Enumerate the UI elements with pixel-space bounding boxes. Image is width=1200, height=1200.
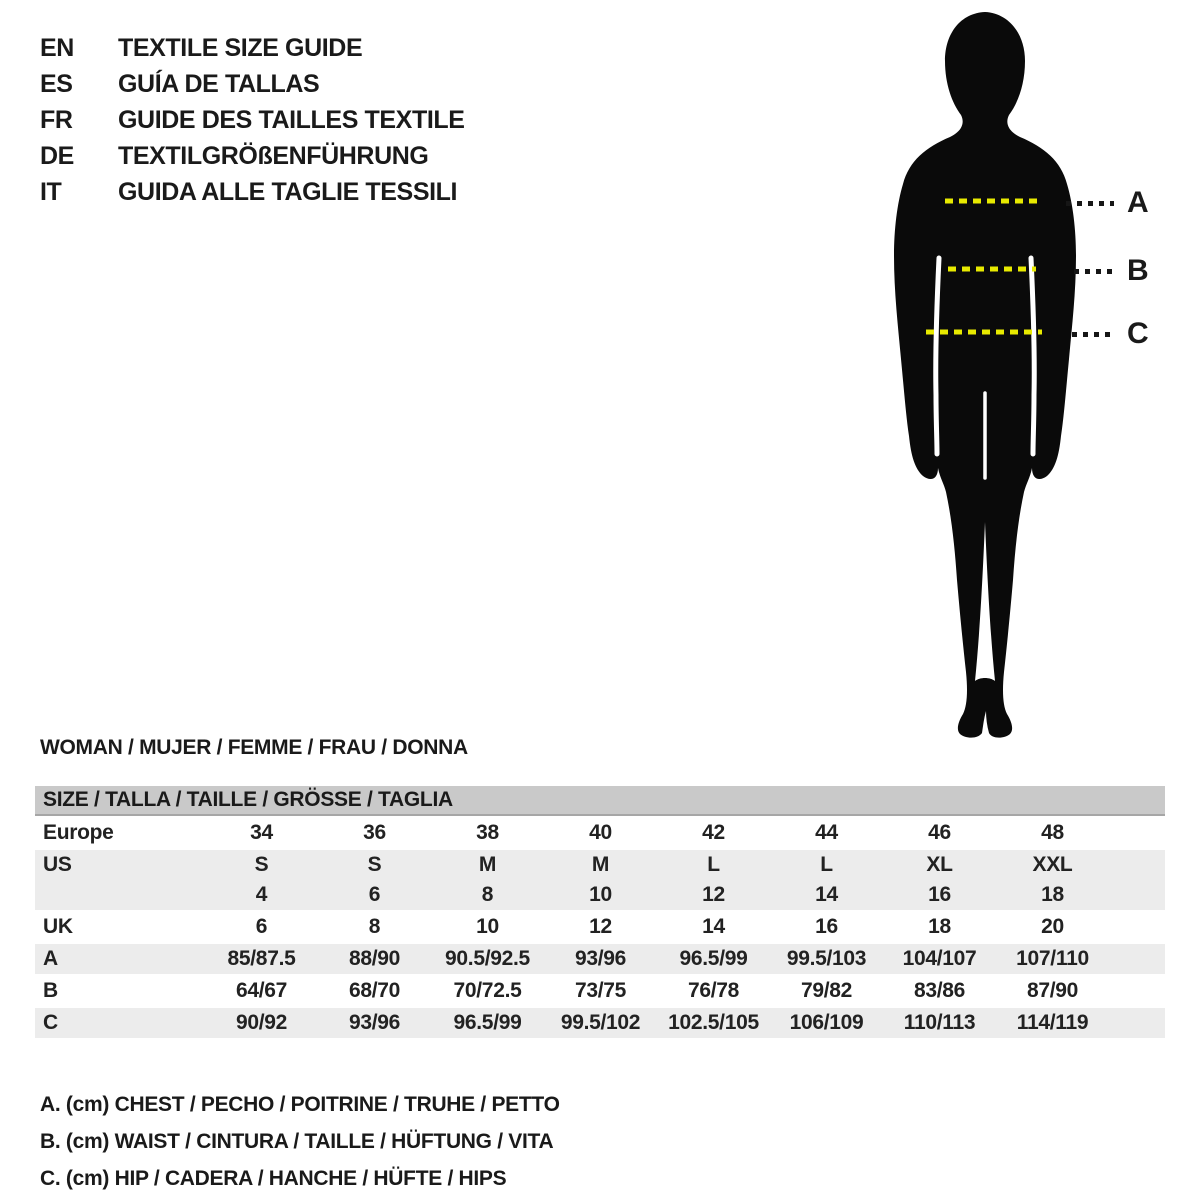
dotted-leader-line: [1066, 201, 1114, 206]
legend-hip: C. (cm) HIP / CADERA / HANCHE / HÜFTE / HIPS: [40, 1167, 507, 1190]
cell: 96.5/99: [453, 1011, 522, 1034]
row-label: B: [43, 979, 58, 1002]
cell: 102.5/105: [668, 1011, 759, 1034]
measure-marker-chest: [1066, 188, 1149, 218]
row-label: Europe: [43, 821, 114, 844]
cell: 36: [363, 821, 386, 844]
cell: 42: [702, 821, 725, 844]
cell: L: [707, 853, 720, 876]
cell: 68/70: [348, 979, 401, 1002]
cell: 46: [928, 821, 951, 844]
language-title: GUIDA ALLE TAGLIE TESSILI: [118, 177, 458, 206]
cell: 90/92: [235, 1011, 288, 1034]
cell: L: [820, 853, 833, 876]
size-table-header: SIZE / TALLA / TAILLE / GRÖSSE / TAGLIA: [35, 786, 1165, 816]
cell: 70/72.5: [453, 979, 522, 1002]
cell: 14: [815, 883, 838, 906]
cell: 106/109: [789, 1011, 864, 1034]
cell: M: [478, 853, 497, 876]
body-measurement-figure: [840, 0, 1180, 755]
language-title: TEXTILGRÖßENFÜHRUNG: [118, 141, 429, 170]
table-row-us: [35, 850, 1165, 880]
cell: 107/110: [1016, 947, 1089, 970]
language-title: TEXTILE SIZE GUIDE: [118, 33, 363, 62]
cell: 76/78: [687, 979, 740, 1002]
cell: 4: [255, 883, 268, 906]
cell: 110/113: [903, 1011, 976, 1034]
cell: 93/96: [574, 947, 627, 970]
table-row-chest: [35, 944, 1165, 974]
language-title-list: [40, 30, 465, 210]
cell: 64/67: [235, 979, 288, 1002]
language-row: [40, 102, 465, 138]
cell: 10: [476, 915, 499, 938]
cell: 88/90: [348, 947, 401, 970]
cell: 85/87.5: [227, 947, 296, 970]
legend-chest: A. (cm) CHEST / PECHO / POITRINE / TRUHE / PETTO: [40, 1093, 560, 1116]
row-label: A: [43, 947, 58, 970]
woman-silhouette-icon: [840, 0, 1150, 750]
cell: 114/119: [1016, 1011, 1089, 1034]
table-row-us-numeric: [35, 880, 1165, 910]
cell: 87/90: [1026, 979, 1079, 1002]
cell: 73/75: [574, 979, 627, 1002]
cell: 20: [1041, 915, 1064, 938]
size-table: [35, 786, 1165, 1038]
marker-letter-a: A: [1127, 186, 1149, 219]
table-row-waist: [35, 976, 1165, 1006]
cell: 93/96: [348, 1011, 401, 1034]
measure-marker-hip: [1072, 319, 1149, 349]
cell: 79/82: [800, 979, 853, 1002]
cell: 96.5/99: [679, 947, 748, 970]
cell: 16: [815, 915, 838, 938]
cell: 14: [702, 915, 725, 938]
cell: XXL: [1032, 853, 1073, 876]
row-label: C: [43, 1011, 58, 1034]
cell: 104/107: [902, 947, 977, 970]
measurement-legend: [40, 1086, 560, 1197]
table-row-europe: [35, 818, 1165, 848]
cell: S: [367, 853, 382, 876]
language-title: GUIDE DES TAILLES TEXTILE: [118, 105, 465, 134]
cell: 34: [250, 821, 273, 844]
cell: 99.5/103: [786, 947, 867, 970]
cell: 18: [928, 915, 951, 938]
language-title: GUÍA DE TALLAS: [118, 69, 320, 98]
language-code: FR: [40, 105, 73, 134]
cell: 18: [1041, 883, 1064, 906]
language-code: EN: [40, 33, 74, 62]
marker-letter-b: B: [1127, 254, 1149, 287]
measure-marker-waist: [1074, 256, 1149, 286]
row-label: US: [43, 853, 72, 876]
cell: 99.5/102: [560, 1011, 641, 1034]
table-row-hip: [35, 1008, 1165, 1038]
cell: 38: [476, 821, 499, 844]
dotted-leader-line: [1074, 269, 1114, 274]
cell: 83/86: [913, 979, 966, 1002]
cell: 44: [815, 821, 838, 844]
gender-heading: WOMAN / MUJER / FEMME / FRAU / DONNA: [40, 736, 468, 759]
row-label: UK: [43, 915, 73, 938]
language-row: [40, 174, 465, 210]
cell: 8: [368, 915, 381, 938]
cell: 90.5/92.5: [445, 947, 530, 970]
cell: 8: [481, 883, 494, 906]
cell: S: [254, 853, 269, 876]
language-row: [40, 66, 465, 102]
cell: 10: [589, 883, 612, 906]
cell: M: [591, 853, 610, 876]
language-code: IT: [40, 177, 62, 206]
language-code: ES: [40, 69, 73, 98]
cell: 48: [1041, 821, 1064, 844]
dotted-leader-line: [1072, 332, 1114, 337]
cell: 6: [255, 915, 268, 938]
table-row-uk: [35, 912, 1165, 942]
language-row: [40, 30, 465, 66]
cell: 12: [589, 915, 612, 938]
marker-letter-c: C: [1127, 317, 1149, 350]
legend-waist: B. (cm) WAIST / CINTURA / TAILLE / HÜFTUNG / VITA: [40, 1130, 554, 1153]
cell: 40: [589, 821, 612, 844]
cell: 12: [702, 883, 725, 906]
cell: XL: [926, 853, 953, 876]
language-code: DE: [40, 141, 74, 170]
cell: 6: [368, 883, 381, 906]
cell: 16: [928, 883, 951, 906]
row-label: [35, 880, 205, 910]
language-row: [40, 138, 465, 174]
